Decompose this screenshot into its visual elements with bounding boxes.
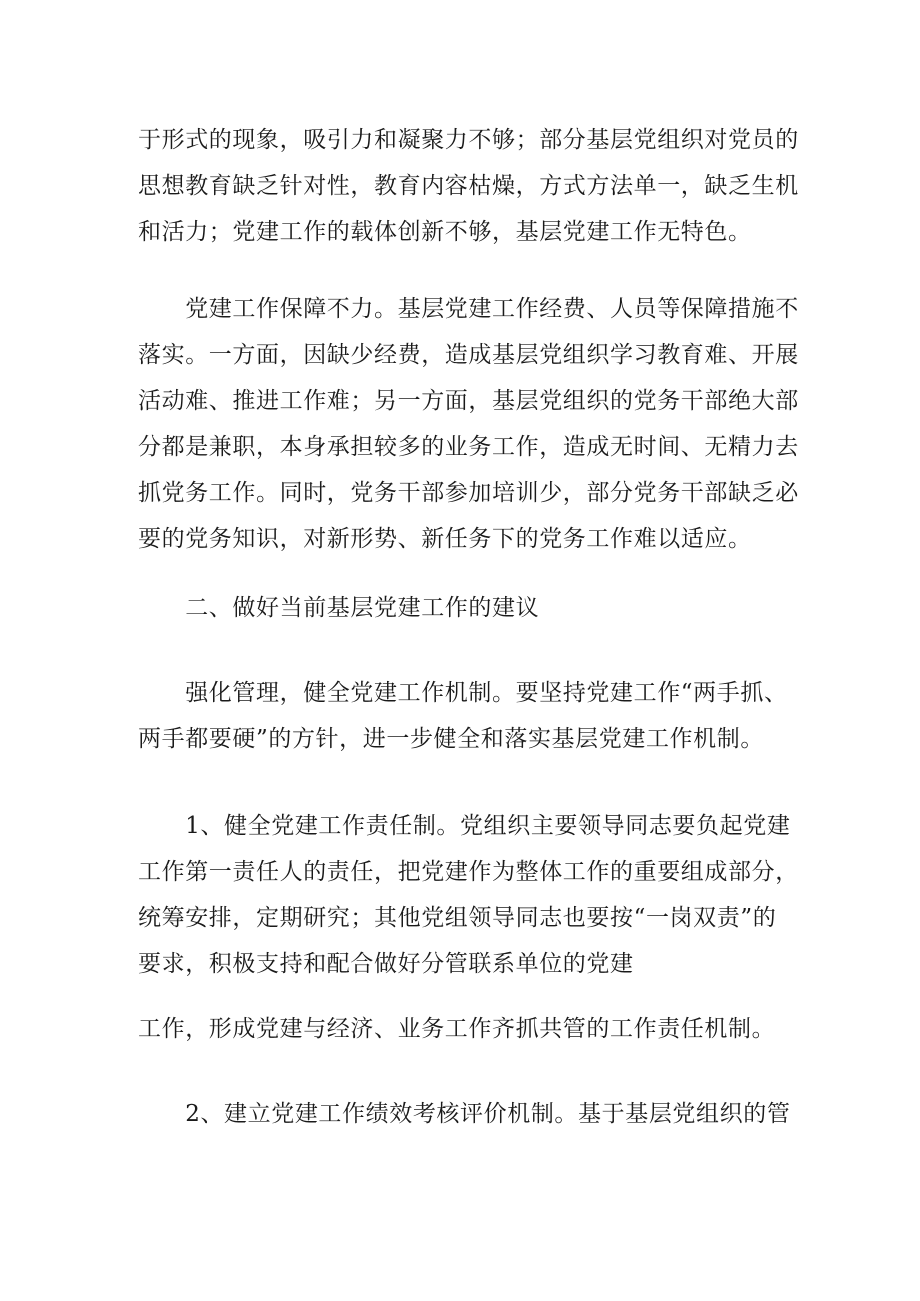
text-line: 要的党务知识，对新形势、新任务下的党务工作难以适应。 — [138, 526, 752, 552]
text-line: 工作，形成党建与经济、业务工作齐抓共管的工作责任机制。 — [138, 1016, 776, 1042]
paragraph-responsibility-system — [138, 803, 799, 987]
paragraph-strengthen-management — [138, 670, 788, 762]
text-line: 两手都要硬”的方针，进一步健全和落实基层党建工作机制。 — [138, 726, 764, 752]
text-line: 和活力；党建工作的载体创新不够，基层党建工作无特色。 — [138, 219, 752, 245]
paragraph-support-insufficient — [138, 286, 799, 562]
text-line: 工作第一责任人的责任，把党建作为整体工作的重要组成部分， — [138, 859, 799, 885]
paragraph-continuation — [138, 1006, 788, 1052]
text-line: 抓党务工作。同时，党务干部参加培训少，部分党务干部缺乏必 — [138, 480, 799, 506]
text-line: 落实。一方面，因缺少经费，造成基层党组织学习教育难、开展 — [138, 342, 799, 368]
section-heading — [138, 585, 788, 631]
text-line: 统筹安排，定期研究；其他党组领导同志也要按“一岗双责”的 — [138, 905, 777, 931]
text-line: 分都是兼职，本身承担较多的业务工作，造成无时间、无精力去 — [138, 434, 799, 460]
text-line: 党建工作保障不力。基层党建工作经费、人员等保障措施不 — [138, 296, 799, 322]
text-line: 强化管理，健全党建工作机制。要坚持党建工作“两手抓、 — [138, 680, 788, 706]
text-line: 2、建立党建工作绩效考核评价机制。基于基层党组织的管 — [138, 1101, 791, 1127]
heading-line: 二、做好当前基层党建工作的建议 — [138, 595, 540, 621]
text-line: 思想教育缺乏针对性，教育内容枯燥，方式方法单一，缺乏生机 — [138, 173, 799, 199]
paragraph-performance-evaluation — [138, 1091, 791, 1137]
text-line: 1、健全党建工作责任制。党组织主要领导同志要负起党建 — [138, 813, 791, 839]
text-line: 要求，积极支持和配合做好分管联系单位的党建 — [138, 951, 634, 977]
text-line: 于形式的现象，吸引力和凝聚力不够；部分基层党组织对党员的 — [138, 127, 799, 153]
paragraph-formalism-issues — [138, 117, 799, 255]
text-line: 活动难、推进工作难；另一方面，基层党组织的党务干部绝大部 — [138, 388, 799, 414]
